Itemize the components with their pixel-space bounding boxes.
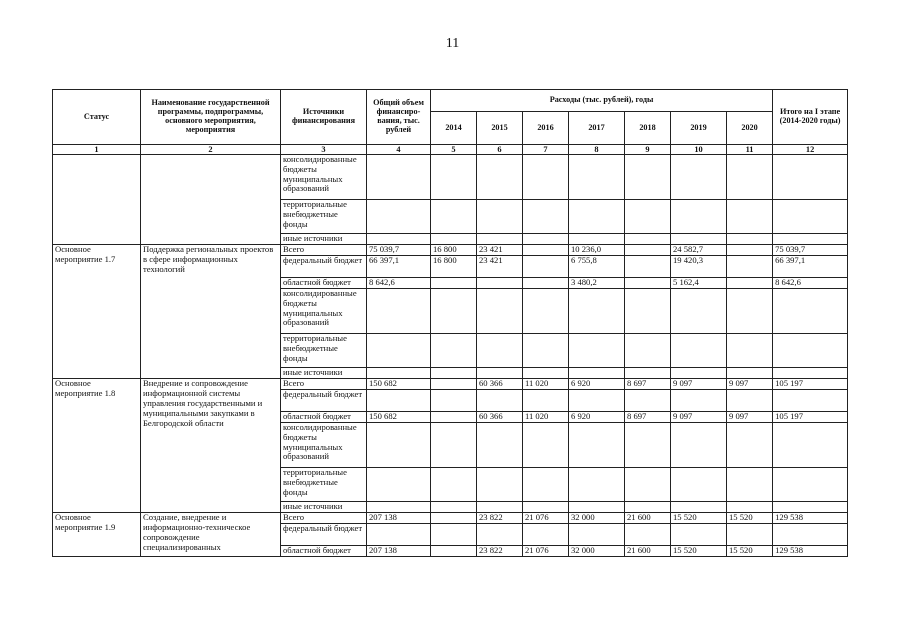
value-cell bbox=[523, 524, 569, 546]
value-cell bbox=[367, 289, 431, 334]
value-cell bbox=[523, 334, 569, 368]
source-cell: территориальные внебюджетные фонды bbox=[281, 468, 367, 502]
source-cell: федеральный бюджет bbox=[281, 256, 367, 278]
value-cell bbox=[523, 155, 569, 200]
value-cell: 8 642,6 bbox=[773, 278, 848, 289]
page-number: 11 bbox=[445, 36, 460, 51]
value-cell bbox=[625, 423, 671, 468]
value-cell bbox=[773, 155, 848, 200]
value-cell bbox=[367, 334, 431, 368]
value-cell bbox=[523, 468, 569, 502]
column-number: 9 bbox=[625, 145, 671, 155]
value-cell bbox=[625, 200, 671, 234]
value-cell bbox=[431, 278, 477, 289]
value-cell bbox=[367, 155, 431, 200]
value-cell bbox=[477, 368, 523, 379]
value-cell: 5 162,4 bbox=[671, 278, 727, 289]
value-cell bbox=[727, 155, 773, 200]
value-cell bbox=[477, 468, 523, 502]
value-cell: 3 480,2 bbox=[569, 278, 625, 289]
header-name: Наименование государственной программы, подпрограммы, основного мероприятия, мероприятия bbox=[141, 90, 281, 145]
value-cell bbox=[671, 368, 727, 379]
value-cell bbox=[727, 468, 773, 502]
value-cell bbox=[671, 468, 727, 502]
value-cell: 19 420,3 bbox=[671, 256, 727, 278]
value-cell bbox=[367, 468, 431, 502]
value-cell bbox=[671, 334, 727, 368]
value-cell bbox=[477, 390, 523, 412]
column-number: 1 bbox=[53, 145, 141, 155]
value-cell: 15 520 bbox=[727, 546, 773, 557]
value-cell: 9 097 bbox=[671, 412, 727, 423]
value-cell bbox=[773, 524, 848, 546]
source-cell: иные источники bbox=[281, 234, 367, 245]
value-cell bbox=[477, 278, 523, 289]
value-cell bbox=[477, 334, 523, 368]
header-expenses: Расходы (тыс. рублей), годы bbox=[431, 90, 773, 112]
value-cell: 21 600 bbox=[625, 513, 671, 524]
value-cell bbox=[625, 155, 671, 200]
value-cell: 66 397,1 bbox=[773, 256, 848, 278]
value-cell bbox=[367, 423, 431, 468]
value-cell: 23 822 bbox=[477, 513, 523, 524]
value-cell bbox=[569, 468, 625, 502]
header-year: 2015 bbox=[477, 112, 523, 145]
value-cell: 207 138 bbox=[367, 546, 431, 557]
value-cell: 60 366 bbox=[477, 412, 523, 423]
value-cell bbox=[773, 334, 848, 368]
source-cell: иные источники bbox=[281, 502, 367, 513]
value-cell bbox=[569, 524, 625, 546]
value-cell bbox=[727, 278, 773, 289]
header-year: 2019 bbox=[671, 112, 727, 145]
value-cell: 10 236,0 bbox=[569, 245, 625, 256]
value-cell bbox=[367, 200, 431, 234]
value-cell bbox=[727, 368, 773, 379]
value-cell: 9 097 bbox=[727, 412, 773, 423]
value-cell: 16 800 bbox=[431, 256, 477, 278]
value-cell: 150 682 bbox=[367, 412, 431, 423]
value-cell: 21 600 bbox=[625, 546, 671, 557]
value-cell bbox=[773, 234, 848, 245]
value-cell bbox=[569, 423, 625, 468]
value-cell bbox=[671, 524, 727, 546]
value-cell bbox=[431, 368, 477, 379]
header-year: 2017 bbox=[569, 112, 625, 145]
value-cell bbox=[431, 412, 477, 423]
value-cell bbox=[431, 379, 477, 390]
value-cell bbox=[431, 423, 477, 468]
value-cell bbox=[569, 155, 625, 200]
name-cell: Внедрение и сопровождение информационной системы управления государственными и муниципальными закупками в Белгородской области bbox=[141, 379, 281, 513]
value-cell bbox=[625, 289, 671, 334]
value-cell bbox=[773, 468, 848, 502]
status-cell: Основное мероприятие 1.7 bbox=[53, 245, 141, 379]
source-cell: федеральный бюджет bbox=[281, 390, 367, 412]
table-row bbox=[53, 379, 848, 390]
value-cell bbox=[523, 256, 569, 278]
table-row bbox=[53, 245, 848, 256]
value-cell: 105 197 bbox=[773, 412, 848, 423]
column-number: 4 bbox=[367, 145, 431, 155]
value-cell bbox=[523, 423, 569, 468]
value-cell bbox=[431, 200, 477, 234]
value-cell bbox=[727, 256, 773, 278]
column-number: 2 bbox=[141, 145, 281, 155]
value-cell bbox=[431, 546, 477, 557]
source-cell: областной бюджет bbox=[281, 546, 367, 557]
value-cell bbox=[773, 502, 848, 513]
table-row bbox=[53, 155, 848, 200]
value-cell bbox=[477, 423, 523, 468]
value-cell: 16 800 bbox=[431, 245, 477, 256]
header-itogo: Итого на I этапе (2014-2020 годы) bbox=[773, 90, 848, 145]
value-cell bbox=[477, 289, 523, 334]
value-cell bbox=[431, 390, 477, 412]
name-cell bbox=[141, 155, 281, 245]
header-year: 2014 bbox=[431, 112, 477, 145]
header-total: Общий объем финансиро-вания, тыс. рублей bbox=[367, 90, 431, 145]
value-cell bbox=[671, 423, 727, 468]
value-cell bbox=[367, 368, 431, 379]
source-cell: иные источники bbox=[281, 368, 367, 379]
header-status: Статус bbox=[53, 90, 141, 145]
value-cell bbox=[671, 155, 727, 200]
value-cell bbox=[625, 524, 671, 546]
value-cell bbox=[671, 502, 727, 513]
status-cell: Основное мероприятие 1.8 bbox=[53, 379, 141, 513]
value-cell: 9 097 bbox=[671, 379, 727, 390]
column-number: 7 bbox=[523, 145, 569, 155]
value-cell: 6 755,8 bbox=[569, 256, 625, 278]
value-cell bbox=[569, 234, 625, 245]
value-cell bbox=[727, 200, 773, 234]
value-cell bbox=[727, 289, 773, 334]
value-cell bbox=[773, 200, 848, 234]
value-cell: 21 076 bbox=[523, 546, 569, 557]
value-cell: 15 520 bbox=[671, 513, 727, 524]
value-cell: 32 000 bbox=[569, 513, 625, 524]
value-cell bbox=[569, 289, 625, 334]
column-number: 5 bbox=[431, 145, 477, 155]
column-number: 11 bbox=[727, 145, 773, 155]
source-cell: территориальные внебюджетные фонды bbox=[281, 200, 367, 234]
value-cell bbox=[569, 200, 625, 234]
value-cell bbox=[569, 368, 625, 379]
value-cell: 23 421 bbox=[477, 245, 523, 256]
value-cell: 8 642,6 bbox=[367, 278, 431, 289]
value-cell bbox=[477, 524, 523, 546]
header-year: 2018 bbox=[625, 112, 671, 145]
value-cell bbox=[367, 524, 431, 546]
name-cell: Создание, внедрение и информационно-техническое сопровождение специализированных bbox=[141, 513, 281, 557]
value-cell bbox=[625, 278, 671, 289]
value-cell bbox=[523, 289, 569, 334]
value-cell bbox=[523, 390, 569, 412]
value-cell: 6 920 bbox=[569, 412, 625, 423]
value-cell: 75 039,7 bbox=[773, 245, 848, 256]
value-cell bbox=[367, 502, 431, 513]
value-cell bbox=[523, 234, 569, 245]
value-cell bbox=[625, 334, 671, 368]
source-cell: областной бюджет bbox=[281, 278, 367, 289]
value-cell bbox=[671, 390, 727, 412]
value-cell: 105 197 bbox=[773, 379, 848, 390]
column-number: 12 bbox=[773, 145, 848, 155]
value-cell bbox=[523, 200, 569, 234]
value-cell: 207 138 bbox=[367, 513, 431, 524]
value-cell bbox=[625, 245, 671, 256]
value-cell bbox=[625, 502, 671, 513]
source-cell: федеральный бюджет bbox=[281, 524, 367, 546]
value-cell bbox=[367, 234, 431, 245]
status-cell bbox=[53, 155, 141, 245]
value-cell bbox=[727, 390, 773, 412]
value-cell bbox=[477, 155, 523, 200]
value-cell bbox=[727, 502, 773, 513]
budget-table bbox=[52, 89, 848, 557]
status-cell: Основное мероприятие 1.9 bbox=[53, 513, 141, 557]
value-cell: 66 397,1 bbox=[367, 256, 431, 278]
source-cell: консолидированные бюджеты муниципальных образований bbox=[281, 155, 367, 200]
value-cell bbox=[569, 334, 625, 368]
column-number: 6 bbox=[477, 145, 523, 155]
value-cell bbox=[625, 468, 671, 502]
value-cell bbox=[727, 234, 773, 245]
value-cell bbox=[477, 200, 523, 234]
source-cell: консолидированные бюджеты муниципальных образований bbox=[281, 289, 367, 334]
value-cell bbox=[477, 234, 523, 245]
value-cell bbox=[523, 245, 569, 256]
value-cell bbox=[773, 423, 848, 468]
table-row bbox=[53, 513, 848, 524]
value-cell bbox=[671, 200, 727, 234]
value-cell bbox=[773, 368, 848, 379]
source-cell: территориальные внебюджетные фонды bbox=[281, 334, 367, 368]
value-cell bbox=[431, 502, 477, 513]
value-cell: 23 421 bbox=[477, 256, 523, 278]
value-cell bbox=[431, 289, 477, 334]
value-cell: 6 920 bbox=[569, 379, 625, 390]
header-year: 2016 bbox=[523, 112, 569, 145]
value-cell bbox=[727, 524, 773, 546]
value-cell bbox=[431, 334, 477, 368]
source-cell: Всего bbox=[281, 245, 367, 256]
value-cell bbox=[625, 390, 671, 412]
value-cell: 15 520 bbox=[727, 513, 773, 524]
value-cell: 75 039,7 bbox=[367, 245, 431, 256]
header-sources: Источники финансирования bbox=[281, 90, 367, 145]
value-cell bbox=[671, 289, 727, 334]
value-cell bbox=[773, 289, 848, 334]
value-cell bbox=[523, 368, 569, 379]
value-cell bbox=[727, 334, 773, 368]
name-cell: Поддержка региональных проектов в сфере информационных технологий bbox=[141, 245, 281, 379]
column-number: 10 bbox=[671, 145, 727, 155]
value-cell bbox=[773, 390, 848, 412]
value-cell bbox=[727, 245, 773, 256]
value-cell: 11 020 bbox=[523, 379, 569, 390]
value-cell bbox=[431, 468, 477, 502]
value-cell bbox=[431, 513, 477, 524]
value-cell bbox=[523, 278, 569, 289]
value-cell: 9 097 bbox=[727, 379, 773, 390]
value-cell: 24 582,7 bbox=[671, 245, 727, 256]
value-cell: 15 520 bbox=[671, 546, 727, 557]
source-cell: консолидированные бюджеты муниципальных образований bbox=[281, 423, 367, 468]
value-cell: 23 822 bbox=[477, 546, 523, 557]
value-cell bbox=[431, 524, 477, 546]
value-cell bbox=[523, 502, 569, 513]
value-cell bbox=[477, 502, 523, 513]
value-cell bbox=[625, 368, 671, 379]
value-cell bbox=[671, 234, 727, 245]
value-cell: 150 682 bbox=[367, 379, 431, 390]
source-cell: областной бюджет bbox=[281, 412, 367, 423]
value-cell bbox=[727, 423, 773, 468]
value-cell bbox=[625, 256, 671, 278]
column-number: 8 bbox=[569, 145, 625, 155]
value-cell: 8 697 bbox=[625, 412, 671, 423]
value-cell: 129 538 bbox=[773, 513, 848, 524]
value-cell: 32 000 bbox=[569, 546, 625, 557]
value-cell bbox=[569, 502, 625, 513]
source-cell: Всего bbox=[281, 379, 367, 390]
value-cell: 60 366 bbox=[477, 379, 523, 390]
source-cell: Всего bbox=[281, 513, 367, 524]
value-cell bbox=[431, 234, 477, 245]
value-cell: 8 697 bbox=[625, 379, 671, 390]
value-cell: 21 076 bbox=[523, 513, 569, 524]
header-year: 2020 bbox=[727, 112, 773, 145]
value-cell: 11 020 bbox=[523, 412, 569, 423]
value-cell bbox=[569, 390, 625, 412]
value-cell bbox=[367, 390, 431, 412]
column-number: 3 bbox=[281, 145, 367, 155]
value-cell bbox=[431, 155, 477, 200]
value-cell bbox=[625, 234, 671, 245]
value-cell: 129 538 bbox=[773, 546, 848, 557]
